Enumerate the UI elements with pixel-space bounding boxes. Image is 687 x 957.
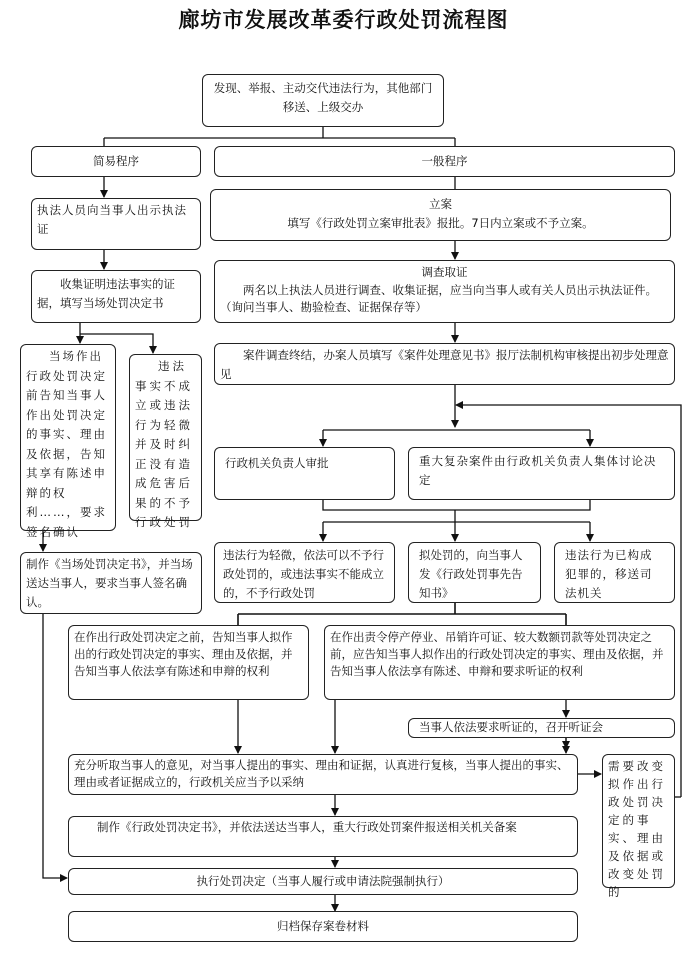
archive-box: 归档保存案卷材料: [68, 911, 578, 942]
investigate-text: 两名以上执法人员进行调查、收集证据，应当向当事人或有关人员出示执法证件。（询问当事人、勘验检查、证据保存等）: [220, 283, 657, 314]
page-title: 廊坊市发展改革委行政处罚流程图: [178, 7, 509, 32]
leader-approval-box: 行政机关负责人审批: [214, 447, 395, 500]
filing-box: [210, 189, 671, 241]
hearing-box: 当事人依法要求听证的，召开听证会: [408, 718, 675, 738]
on-site-decision-book-box: 制作《当场处罚决定书》，并当场送达当事人，要求当事人签名确认。: [20, 552, 202, 614]
listen-review-box: 充分听取当事人的意见，对当事人提出的事实、理由和证据，认真进行复核，当事人提出的事实、理由或者证据成立的，行政机关应当予以采纳: [68, 754, 578, 795]
collect-evidence-box: 收集证明违法事实的证据，填写当场处罚决定书: [31, 270, 201, 323]
transfer-judicial-box: 违法行为已构成犯罪的，移送司法机关: [554, 542, 675, 603]
filing-text: 填写《行政处罚立案审批表》报批。7日内立案或不予立案。: [287, 216, 594, 230]
conclude-investigation-box: 案件调查终结，办案人员填写《案件处理意见书》报厅法制机构审核提出初步处理意见: [214, 343, 675, 385]
decision-book-box: 制作《行政处罚决定书》，并依法送达当事人，重大行政处罚案件报送相关机关备案: [68, 816, 578, 857]
filing-title: 立案: [429, 197, 452, 211]
investigate-title: 调查取证: [421, 265, 468, 279]
notice-normal-box: 在作出行政处罚决定之前，告知当事人拟作出的行政处罚决定的事实、理由及依据，并告知当事人依法享有陈述和申辩的权利: [68, 625, 309, 700]
execute-box: 执行处罚决定（当事人履行或申请法院强制执行）: [68, 868, 578, 895]
simple-procedure-box: 简易程序: [31, 146, 201, 177]
notice-major-box: 在作出责令停产停业、吊销许可证、较大数额罚款等处罚决定之前，应告知当事人拟作出的行政处罚决定的事实、理由及依据，并告知当事人依法享有陈述、申辩和要求听证的权利: [324, 625, 675, 700]
general-procedure-box: 一般程序: [214, 146, 675, 177]
no-penalty-minor-box: 违法行为轻微，依法可以不予行政处罚的，或违法事实不能成立的，不予行政处罚: [214, 542, 395, 603]
no-penalty-box: 违法事实不成立或违法行为轻微并及时纠正没有造成危害后果的不予行政处罚: [129, 354, 202, 521]
prior-notice-box: 拟处罚的，向当事人发《行政处罚事先告知书》: [408, 542, 541, 603]
change-decision-box: 需要改变拟作出行政处罚决定的事实、理由及依据或改变处罚的: [602, 754, 675, 888]
on-site-inform-box: 当场作出行政处罚决定前告知当事人作出处罚决定的事实、理由及依据，告知其享有陈述申辩的权利……，要求签名确认: [20, 344, 116, 531]
show-id-box: 执法人员向当事人出示执法证: [31, 198, 201, 250]
collective-decision-box: 重大复杂案件由行政机关负责人集体讨论决定: [408, 447, 675, 500]
investigate-box: [214, 260, 675, 323]
start-box: 发现、举报、主动交代违法行为，其他部门移送、上级交办: [202, 74, 444, 127]
